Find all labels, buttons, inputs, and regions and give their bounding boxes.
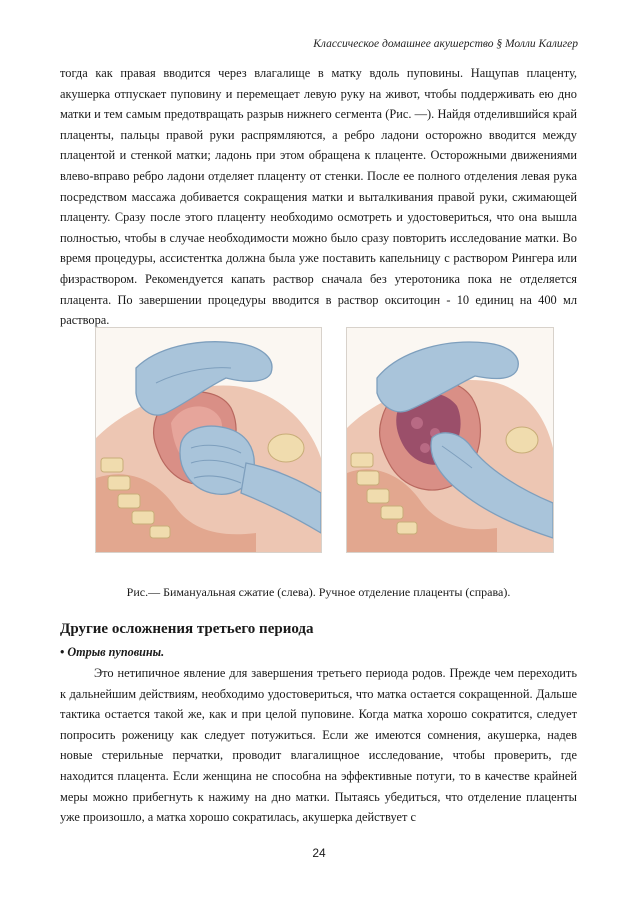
- section-title: Другие осложнения третьего периода: [60, 621, 314, 637]
- figure-caption: Рис.— Бимануальная сжатие (слева). Ручное отделение плаценты (справа).: [126, 585, 511, 599]
- figure-manual-placenta-removal: [346, 327, 554, 553]
- bimanual-compression-illustration: [96, 328, 321, 552]
- figure-row: [0, 327, 638, 557]
- page-number: 24: [312, 846, 326, 860]
- body-paragraph-2: Это нетипичное явление для завершения третьего периода родов. Прежде чем переходить к дальнейшим действиям, необходимо удостовериться, что матка остается сокращенной. Дальше тактика остается такой же, как и при целой пуповине. Когда матка хорошо сократится, следует попросить роженицу как следует потужиться. Если же имеются сомнения, акушерка, надев новые стерильные перчатки, проводит влагалищное исследование, чтобы проверить, где находится плацента. Если женщина не способна на эффективные потуги, то в качестве крайней меры можно прибегнуть к нажиму на дно матки. Пытаясь убедиться, что отделение плаценты уже произошло, а матка хорошо сократилась, акушерка действует с: [60, 666, 577, 825]
- running-header: Классическое домашнее акушерство § Молли Калигер: [313, 38, 578, 50]
- body-paragraph-1: тогда как правая вводится через влагалище в матку вдоль пуповины. Нащупав плаценту, акушерка отпускает пуповину и перемещает левую руку на живот, чтобы поддерживать ею дно матки и тем самым предотвращать разрыв нижнего сегмента (Рис. —). Найдя отделившийся край плаценты, пальцы правой руки распрямляются, а ребро ладони осторожно вводится между плацентой и стенкой матки; ладонь при этом обращена к плаценте. Осторожными движениями влево-вправо ребро ладони отделяет плаценту от стенки. После ее полного отделения левая рука посредством массажа добивается сокращения матки и выталкивания правой руки, сжимающей плаценту. Сразу после этого плаценту необходимо осмотреть и удостовериться, что она вышла полностью, чтобы в случае необходимости можно было сразу повторить исследование матки. Во время процедуры, ассистентка должна была уже поставить капельницу с раствором Рингера или физраствором. Рекомендуется капать раствор сначала без утеротоника пока не отделяется плацента. По завершении процедуры вводится в раствор окситоцин - 10 единиц на 400 мл раствора.: [60, 66, 577, 328]
- bullet-item: • Отрыв пуповины.: [60, 645, 165, 659]
- figure-bimanual-compression: [95, 327, 322, 553]
- manual-placenta-removal-illustration: [347, 328, 553, 552]
